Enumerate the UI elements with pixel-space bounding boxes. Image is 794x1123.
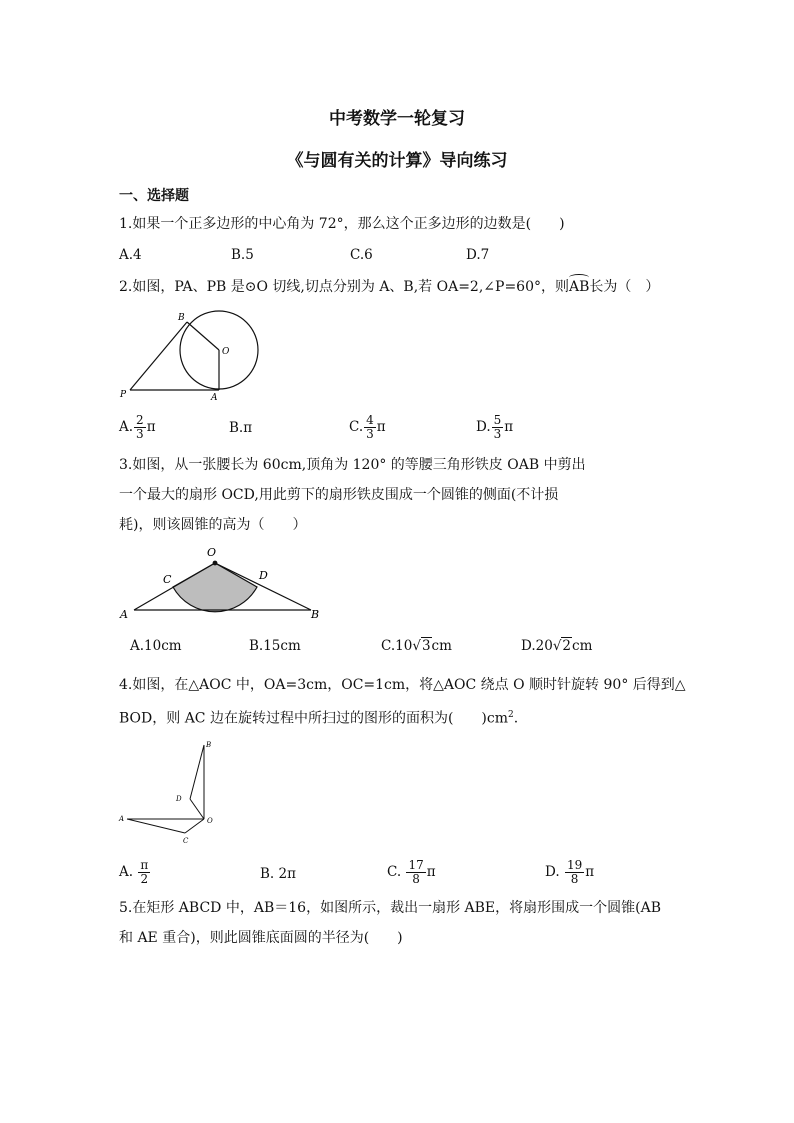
q2-figure	[115, 308, 265, 403]
q2-option-c: C. $\frac{4}{3}$ π	[349, 413, 386, 441]
q3-option-d: D.20√2cm	[521, 638, 593, 654]
q3-option-b: B.15cm	[249, 638, 301, 654]
q3-option-a: A.10cm	[130, 638, 182, 654]
q1-option-b: B.5	[231, 247, 254, 263]
question-2-text: 2.如图，PA、PB 是⊙O 切线,切点分别为 A、B,若 OA=2,∠P=60°，则AB长为（ ）	[119, 279, 660, 295]
q2-label-o: O	[222, 347, 230, 357]
arc-ab-label: AB	[569, 279, 590, 295]
q4-option-d: D. $\frac{19}{8}$ π	[545, 858, 595, 886]
question-4-line-2: BOD，则 AC 边在旋转过程中所扫过的图形的面积为( )$cm^2$.	[119, 710, 519, 727]
q2-option-a: A. $\frac{2}{3}$ π	[119, 413, 156, 441]
q4-label-c: C	[183, 837, 189, 845]
document-subtitle: 《与圆有关的计算》导向练习	[286, 151, 508, 171]
q2-label-p: P	[120, 390, 127, 400]
q3-option-c: C.10√3cm	[381, 638, 452, 654]
q1-option-d: D.7	[466, 247, 490, 263]
q4-label-o: O	[207, 817, 213, 825]
q3-label-o: O	[207, 546, 217, 559]
question-5-line-1: 5.在矩形 ABCD 中，AB＝16，如图所示，裁出一扇形 ABE，将扇形围成一个圆锥(AB	[119, 900, 661, 916]
q2-option-b: B.π	[229, 420, 253, 436]
document-title: 中考数学一轮复习	[329, 109, 465, 129]
section-heading: 一、选择题	[119, 188, 189, 204]
q4-figure	[115, 737, 225, 849]
question-4-line-1: 4.如图，在△AOC 中，OA=3cm，OC=1cm，将△AOC 绕点 O 顺时针旋转 90° 后得到△	[119, 677, 686, 693]
q2-label-b: B	[178, 313, 185, 323]
q4-label-b: B	[206, 741, 212, 749]
q4-option-c: C. $\frac{17}{8}$ π	[387, 858, 436, 886]
question-3-line-1: 3.如图，从一张腰长为 60cm,顶角为 120° 的等腰三角形铁皮 OAB 中剪出	[119, 457, 586, 473]
q1-option-c: C.6	[350, 247, 373, 263]
question-3-line-3: 耗)，则该圆锥的高为（ ）	[119, 517, 307, 533]
q4-option-a: A. $\frac{\pi}{2}$	[119, 858, 149, 886]
q3-label-d: D	[259, 569, 268, 582]
question-3-line-2: 一个最大的扇形 OCD,用此剪下的扇形铁皮围成一个圆锥的侧面(不计损	[119, 487, 559, 503]
q3-label-a: A	[120, 608, 128, 621]
q3-figure	[115, 543, 330, 623]
q2-label-a: A	[211, 393, 218, 403]
q3-label-b: B	[311, 608, 320, 621]
q1-option-a: A.4	[119, 247, 142, 263]
q2-option-d: D. $\frac{5}{3}$ π	[476, 413, 514, 441]
q4-label-d: D	[176, 795, 182, 803]
question-5-line-2: 和 AE 重合)，则此圆锥底面圆的半径为( )	[119, 930, 403, 946]
q4-label-a: A	[119, 815, 125, 823]
question-1-text: 1.如果一个正多边形的中心角为 72°，那么这个正多边形的边数是( )	[119, 216, 565, 232]
q4-option-b: B. 2π	[260, 866, 296, 882]
sector-ocd	[173, 563, 257, 612]
q3-label-c: C	[163, 573, 172, 586]
